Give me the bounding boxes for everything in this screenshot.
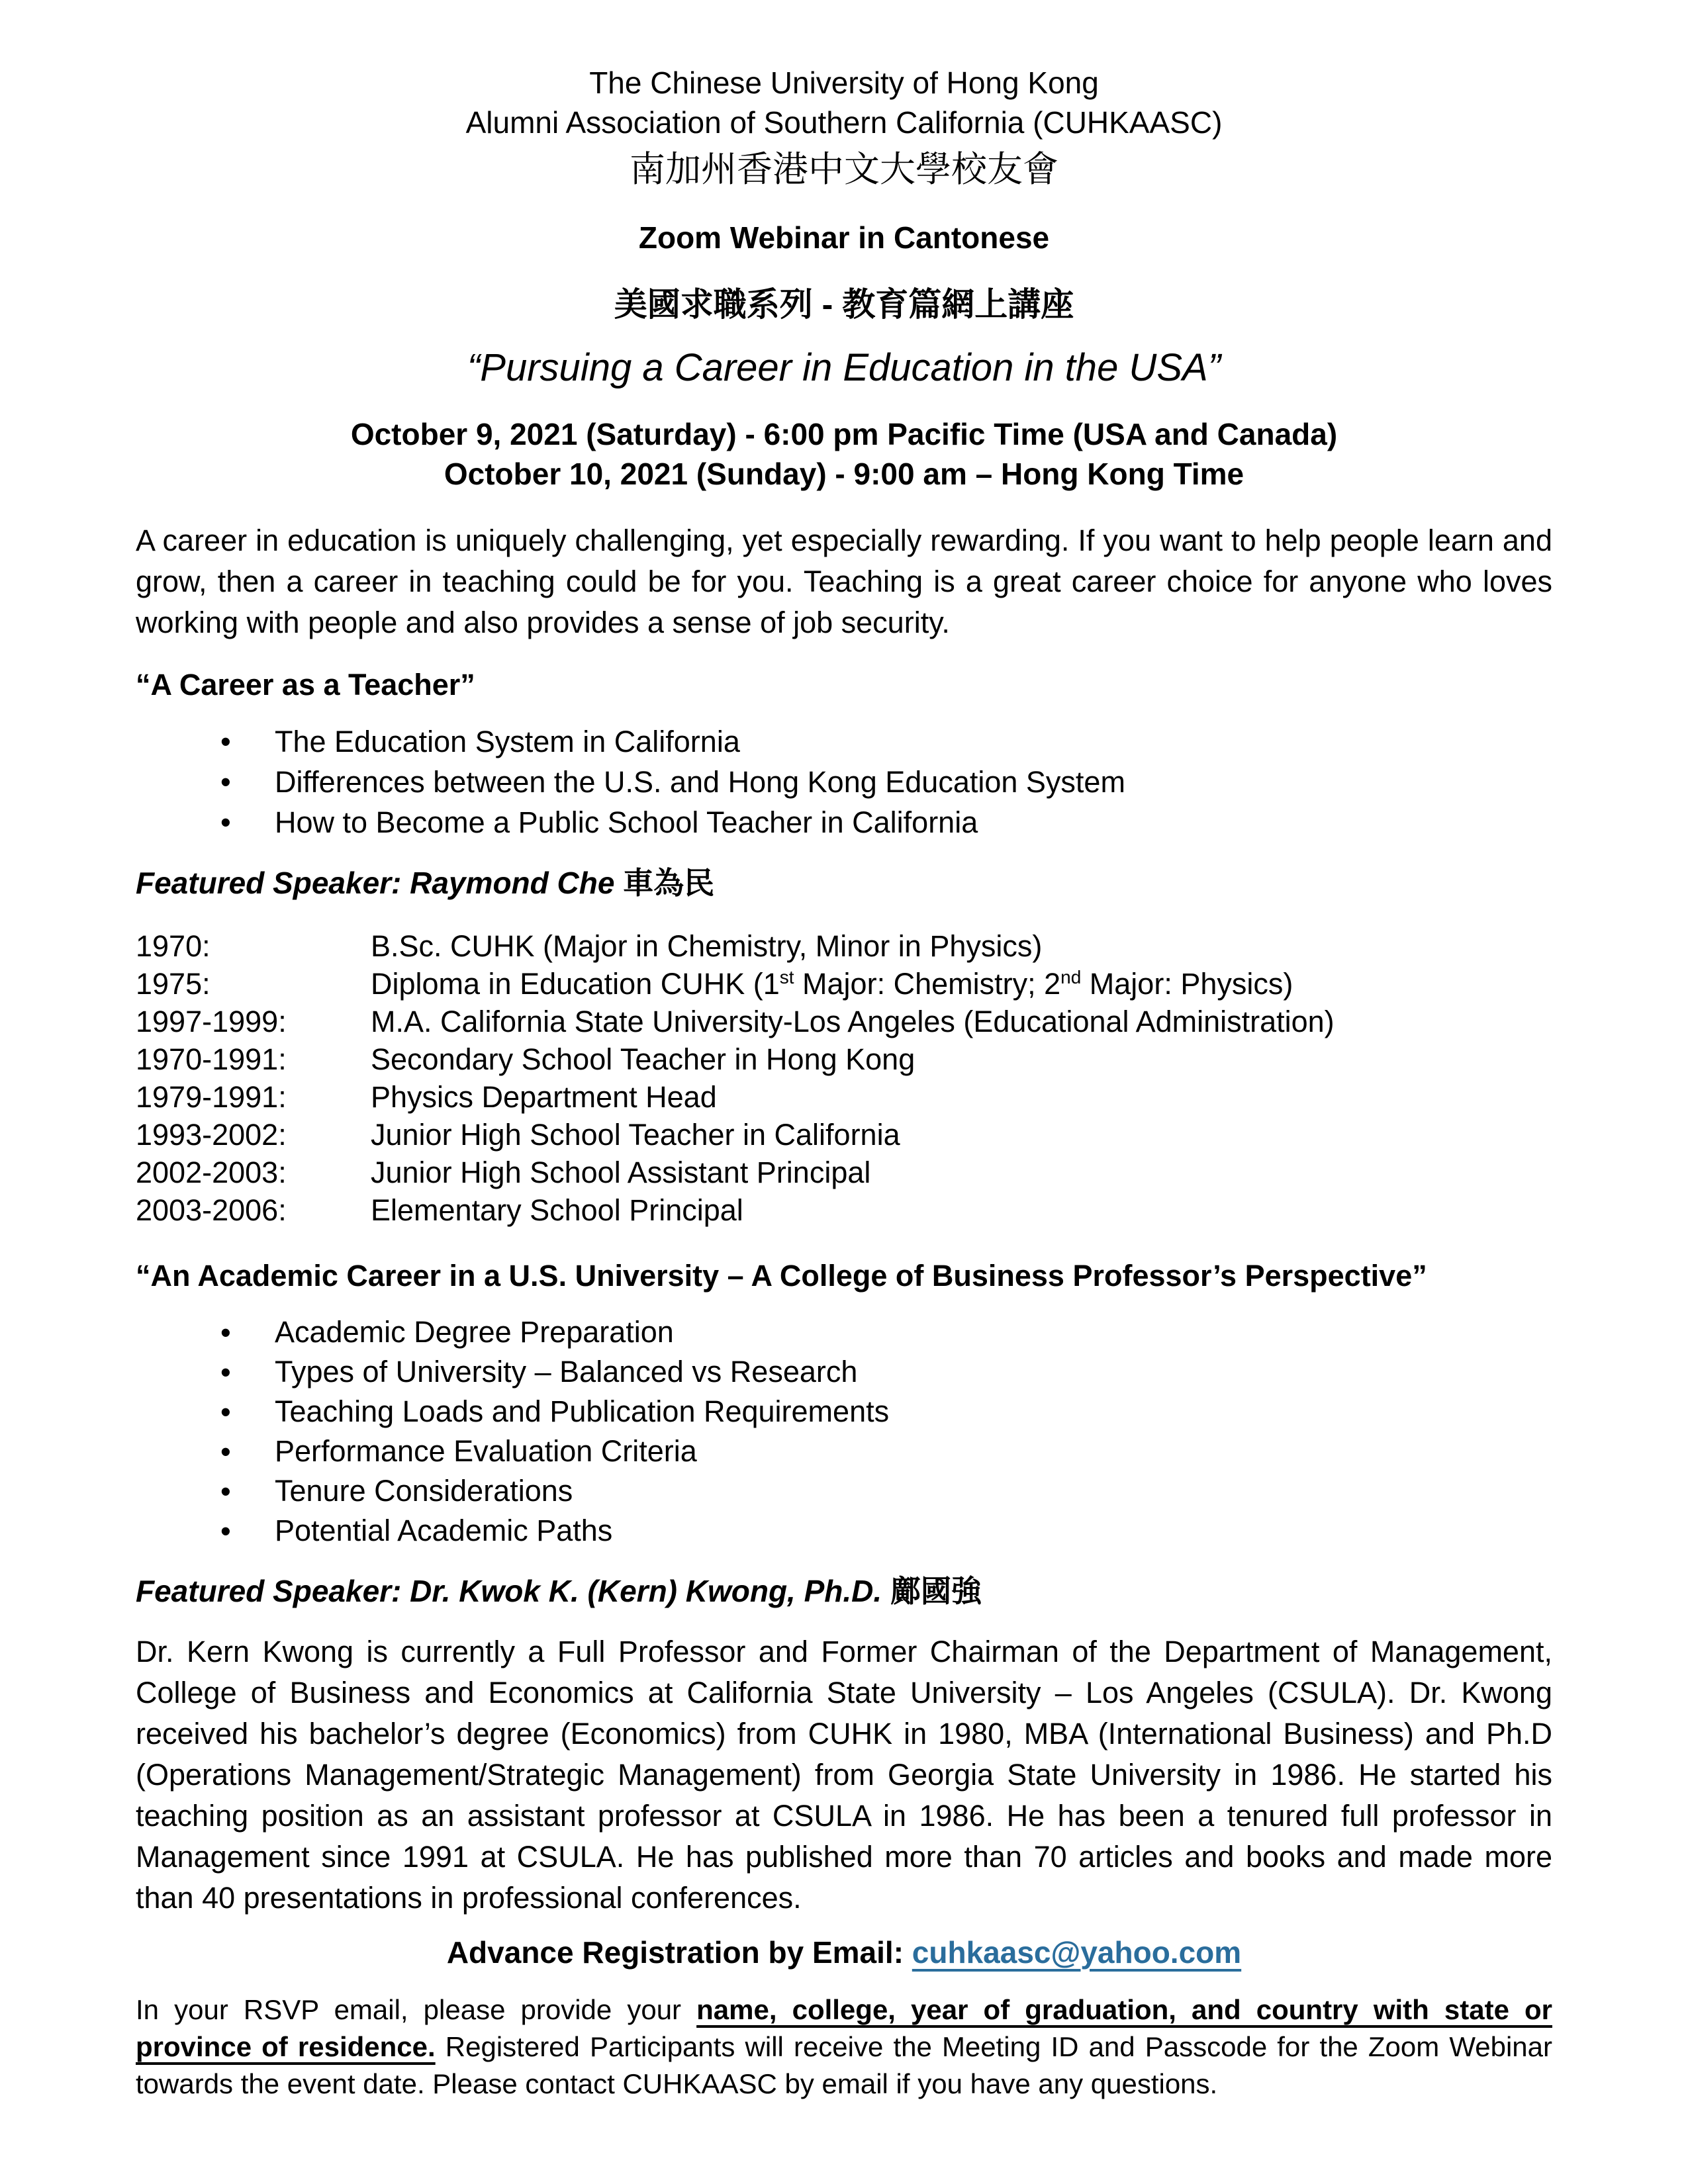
timeline-years: 1993-2002:: [136, 1118, 287, 1152]
timeline-desc-part: Major: Physics): [1081, 967, 1293, 1001]
timeline-description: B.Sc. CUHK (Major in Chemistry, Minor in Physics): [371, 929, 1043, 963]
list-item: • How to Become a Public School Teacher in California: [136, 802, 1552, 842]
rsvp-text-part: Registered Participants will receive the Meeting ID and Passcode for the Zoom Webinar towards the event date. Please contact CUHKAASC by email if you have any questions.: [136, 2031, 1552, 2099]
timeline-years: 1997-1999:: [136, 1005, 287, 1038]
event-title: “Pursuing a Career in Education in the USA”: [467, 346, 1221, 389]
timeline-description: [371, 967, 1293, 1001]
timeline-description: Junior High School Teacher in California: [371, 1118, 900, 1152]
event-datetime-pacific: October 9, 2021 (Saturday) - 6:00 pm Pacific Time (USA and Canada): [350, 417, 1338, 451]
webinar-language-label: Zoom Webinar in Cantonese: [638, 220, 1050, 255]
speaker2-label: Featured Speaker: Dr. Kwok K. (Kern) Kwong, Ph.D.: [136, 1574, 890, 1608]
timeline-years: 2003-2006:: [136, 1193, 287, 1227]
registration-label: Advance Registration by Email:: [446, 1935, 912, 1970]
timeline-row: [136, 927, 1552, 965]
teacher-section-heading: “A Career as a Teacher”: [136, 668, 475, 702]
org-name-line2: Alumni Association of Southern California (CUHKAASC): [465, 105, 1223, 140]
speaker2-bio-paragraph: Dr. Kern Kwong is currently a Full Professor and Former Chairman of the Department of Management, College of Business and Economics at California State University – Los Angeles (CSULA). Dr. Kwong received his bachelor’s degree (Economics) from CUHK in 1980, MBA (International Business) and Ph.D (Operations Management/Strategic Management) from Georgia State University in 1986. He started his teaching position as an assistant professor at CSULA in 1986. He has been a tenured full professor in Management since 1991 at CSULA. He has published more than 70 articles and books and made more than 40 presentations in professional conferences.: [136, 1635, 1552, 1915]
rsvp-instructions: [136, 1991, 1552, 2103]
rsvp-text-part: In your RSVP email, please provide your: [136, 1994, 697, 2025]
timeline-years: 1970-1991:: [136, 1042, 287, 1076]
timeline-years: 1979-1991:: [136, 1080, 287, 1114]
list-item: • Tenure Considerations: [136, 1471, 1552, 1511]
list-item: • Academic Degree Preparation: [136, 1312, 1552, 1352]
timeline-row: [136, 1191, 1552, 1229]
timeline-description: Elementary School Principal: [371, 1193, 743, 1227]
timeline-years: 2002-2003:: [136, 1156, 287, 1189]
timeline-description: Secondary School Teacher in Hong Kong: [371, 1042, 915, 1076]
speaker1-chinese-name: 車為民: [623, 866, 715, 900]
timeline-row: [136, 1078, 1552, 1116]
timeline-years: 1970:: [136, 929, 211, 963]
timeline-row: [136, 1040, 1552, 1078]
timeline-row: [136, 965, 1552, 1003]
intro-paragraph: A career in education is uniquely challenging, yet especially rewarding. If you want to help people learn and grow, then a career in teaching could be for you. Teaching is a great career choice for anyone who loves working with people and also provides a sense of job security.: [136, 523, 1552, 639]
list-item: • Types of University – Balanced vs Research: [136, 1352, 1552, 1392]
speaker1-heading: [136, 862, 1552, 903]
org-name-chinese: 南加州香港中文大學校友會: [630, 150, 1058, 189]
org-name-line1: The Chinese University of Hong Kong: [589, 66, 1099, 100]
speaker1-timeline: [136, 927, 1552, 1229]
list-item: • Potential Academic Paths: [136, 1511, 1552, 1551]
timeline-desc-part: Major: Chemistry; 2: [794, 967, 1061, 1001]
timeline-row: [136, 1154, 1552, 1191]
timeline-desc-part: Diploma in Education CUHK (1: [371, 967, 780, 1001]
list-item: • Performance Evaluation Criteria: [136, 1432, 1552, 1471]
list-item: • Teaching Loads and Publication Requirements: [136, 1392, 1552, 1432]
registration-email-link[interactable]: cuhkaasc@yahoo.com: [912, 1935, 1242, 1970]
ordinal-superscript: st: [779, 967, 794, 987]
timeline-description: M.A. California State University-Los Angeles (Educational Administration): [371, 1005, 1335, 1038]
ordinal-superscript: nd: [1060, 967, 1082, 987]
timeline-row: [136, 1116, 1552, 1154]
timeline-years: 1975:: [136, 967, 211, 1001]
list-item: • Differences between the U.S. and Hong Kong Education System: [136, 762, 1552, 802]
registration-line: [136, 1932, 1552, 1973]
event-datetime-hongkong: October 10, 2021 (Sunday) - 9:00 am – Hong Kong Time: [444, 457, 1244, 491]
speaker2-heading: [136, 1570, 1552, 1612]
list-item: • The Education System in California: [136, 721, 1552, 762]
timeline-description: Junior High School Assistant Principal: [371, 1156, 871, 1189]
academic-section-heading: “An Academic Career in a U.S. University – A College of Business Professor’s Perspective”: [136, 1259, 1427, 1293]
rsvp-required-info: name, college, year of graduation, and country with state or province of residence.: [136, 1994, 1553, 2062]
speaker1-label: Featured Speaker: Raymond Che: [136, 866, 624, 900]
academic-topics-list: [136, 1312, 1552, 1551]
series-title-chinese: 美國求職系列 - 教育篇網上講座: [614, 286, 1074, 323]
speaker2-chinese-name: 鄺國強: [890, 1574, 982, 1608]
teacher-topics-list: [136, 721, 1552, 842]
timeline-row: [136, 1003, 1552, 1040]
timeline-description: Physics Department Head: [371, 1080, 717, 1114]
